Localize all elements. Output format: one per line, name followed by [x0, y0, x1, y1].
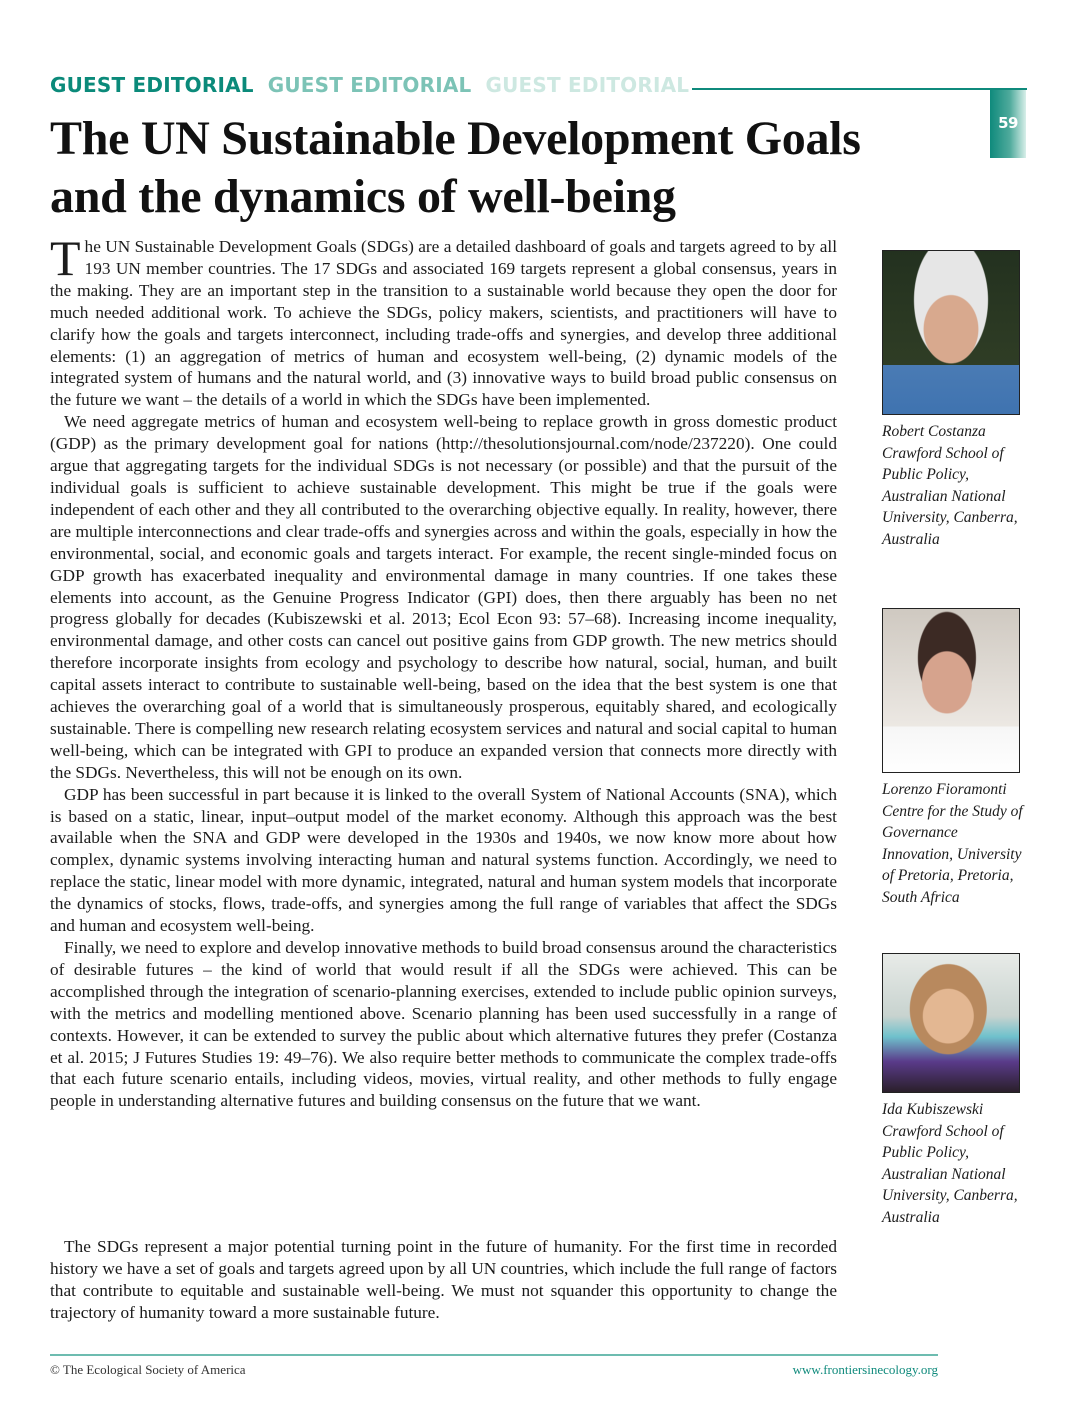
kicker-label: GUEST EDITORIAL	[485, 73, 690, 97]
author-card	[882, 608, 1032, 908]
author-caption	[882, 421, 1032, 550]
header-rule	[692, 88, 1027, 90]
author-name: Ida Kubiszewski	[882, 1101, 984, 1118]
author-name: Robert Costanza	[882, 423, 986, 440]
author-caption	[882, 1099, 1032, 1228]
article-title: The UN Sustainable Development Goals and the dynamics of well-being	[50, 112, 861, 223]
author-photo	[882, 953, 1020, 1093]
author-photo	[882, 608, 1020, 773]
author-affiliation: Crawford School of Public Policy, Australian National University, Canberra, Australia	[882, 1122, 1018, 1226]
paragraph-4: Finally, we need to explore and develop innovative methods to build broad consensus around the characteristics of desirable futures – the kind of world that would result if all the SDGs were achieved. This can be accomplished through the integration of scenario-planning exercises, extended to include public opinion surveys, with the metrics and modelling mentioned above. Scenario planning has been used successfully in a range of contexts. However, it can be extended to survey the public about which alternative futures they prefer (Costanza et al. 2015; J Futures Studies 19: 49–76). We also require better methods to communicate the complex trade-offs that each future scenario entails, including videos, movies, virtual reality, and other methods to fully engage people in understanding alternative futures and building consensus on the future that we want.	[50, 938, 837, 1111]
author-caption	[882, 779, 1032, 908]
journal-link[interactable]: www.frontiersinecology.org	[792, 1362, 938, 1377]
article-body	[50, 230, 837, 1112]
paragraph-3: GDP has been successful in part because it is linked to the overall System of National Accounts (SNA), which is based on a static, linear, input–output model of the market economy. Although this approach was the best available when the SNA and GDP were developed in the 1930s and 1940s, we now know more about how complex, dynamic systems involving interacting human and natural systems function. Accordingly, we need to replace the static, linear model with more dynamic, integrated, natural and human system models that incorporate the dynamics of stocks, flows, trade-offs, and synergies among the full range of variables that affect the SDGs and human and ecosystem well-being.	[50, 784, 837, 936]
footer-rule	[50, 1354, 938, 1356]
page-number-tab	[990, 90, 1026, 158]
author-name: Lorenzo Fioramonti	[882, 781, 1007, 798]
author-photo	[882, 250, 1020, 415]
author-card	[882, 953, 1032, 1228]
paragraph-2: We need aggregate metrics of human and ecosystem well-being to replace growth in gross domestic product (GDP) as the primary development goal for nations (http://thesolutionsjournal.com/node/237220). One could argue that aggregating targets for the individual SDGs is not necessary (or possible) and that the pursuit of the individual goals is sufficient to achieve sustainable development. This might be true if the goals were independent of each other and they all contributed to the overarching objective equally. In reality, however, there are multiple interconnections and clear trade-offs and synergies across and within the goals, especially in how the environmental, social, and economic goals and targets interact. For example, the recent single-minded focus on GDP growth has exacerbated inequality and environmental damage in many countries. If one takes these elements into account, as the Genuine Progress Indicator (GPI) does, then there arguably has been no net progress globally for decades (Kubiszewski et al. 2013; Ecol Econ 93: 57–68). Increasing income inequality, environmental damage, and other costs can cancel out positive gains from GDP growth. The new metrics should therefore incorporate insights from ecology and psychology to describe how natural, social, human, and built capital assets interact to contribute to sustainable well-being, based on the idea that the best system is one that achieves the overarching goal of a world that is simultaneously prosperous, equitably shared, and ecologically sustainable. There is compelling new research relating ecosystem services and natural and social capital to human well-being, which can be integrated with GPI to produce an expanded version that connects more directly with the SDGs. Nevertheless, this will not be enough on its own.	[50, 412, 837, 782]
copyright: © The Ecological Society of America	[50, 1362, 246, 1377]
author-affiliation: Crawford School of Public Policy, Australian National University, Canberra, Australia	[882, 444, 1018, 548]
paragraph-1: The UN Sustainable Development Goals (SDGs) are a detailed dashboard of goals and targets agreed to by all 193 UN member countries. The 17 SDGs and associated 169 targets represent a global consensus, years in the making. They are an important step in the transition to a sustainable world because they open the door for much needed additional work. To achieve the SDGs, policy makers, scientists, and practitioners will have to clarify how the goals and targets interconnect, including trade-offs and synergies, and develop three additional elements: (1) an aggregation of metrics of human and ecosystem well-being, (2) dynamic models of the integrated system of humans and the natural world, and (3) innovative ways to build broad public consensus on the future we want – the details of a world in which the SDGs have been implemented.	[50, 230, 837, 410]
author-card	[882, 250, 1032, 550]
author-affiliation: Centre for the Study of Governance Innovation, University of Pretoria, Pretoria, South Africa	[882, 802, 1023, 906]
page-number: 59	[998, 114, 1018, 132]
kicker-label: GUEST EDITORIAL	[50, 73, 254, 97]
paragraph-5: The SDGs represent a major potential turning point in the future of humanity. For the first time in recorded history we have a set of goals and targets agreed upon by all UN countries, which include the full range of factors that contribute to equitable and sustainable well-being. We must not squander this opportunity to change the trajectory of humanity toward a more sustainable future.	[50, 1237, 837, 1322]
kicker-label: GUEST EDITORIAL	[267, 73, 472, 97]
drop-cap: T	[50, 230, 81, 286]
section-kicker	[50, 71, 689, 99]
